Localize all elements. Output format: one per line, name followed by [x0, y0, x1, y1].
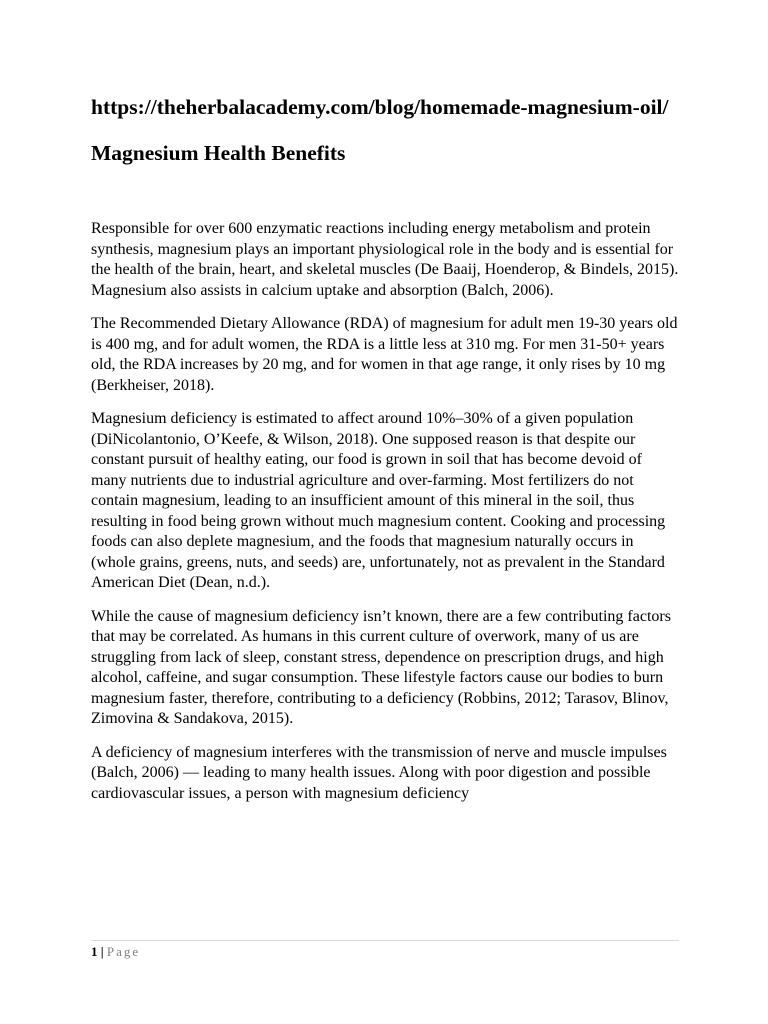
page-content [91, 94, 681, 804]
page-footer [91, 940, 679, 960]
paragraph-3: Magnesium deficiency is estimated to affect around 10%–30% of a given population (DiNicolantonio, O’Keefe, & Wilson, 2018). One supposed reason is that despite our constant pursuit of healthy eating, our food is grown in soil that has become devoid of many nutrients due to industrial agriculture and over-farming. Most fertilizers do not contain magnesium, leading to an insufficient amount of this mineral in the soil, thus resulting in food being grown without much magnesium content. Cooking and processing foods can also deplete magnesium, and the foods that magnesium naturally occurs in (whole grains, greens, nuts, and seeds) are, unfortunately, not as prevalent in the Standard American Diet (Dean, n.d.). [91, 410, 666, 591]
page-label: Page [106, 944, 141, 959]
url-heading: https://theherbalacademy.com/blog/homemade-magnesium-oil/ [91, 95, 669, 119]
paragraph-4: While the cause of magnesium deficiency isn’t known, there are a few contributing factors that may be correlated. As humans in this current culture of overwork, many of us are struggling from lack of sleep, constant stress, dependence on prescription drugs, and high alcohol, caffeine, and sugar consumption. These lifestyle factors cause our bodies to burn magnesium faster, therefore, contributing to a deficiency (Robbins, 2012; Tarasov, Blinov, Zimovina & Sandakova, 2015). [91, 607, 671, 727]
page-separator: | [100, 944, 104, 959]
paragraph-2: The Recommended Dietary Allowance (RDA) of magnesium for adult men 19-30 years old is 400 mg, and for adult women, the RDA is a little less at 310 mg. For men 31-50+ years old, the RDA increases by 20 mg, and for women in that age range, it only rises by 10 mg (Berkheiser, 2018). [91, 315, 678, 394]
paragraph-5: A deficiency of magnesium interferes with the transmission of nerve and muscle impulses (Balch, 2006) — leading to many health issues. Along with poor digestion and possible cardiovascular issues, a person with magnesium deficiency [91, 743, 667, 802]
page-number: 1 [91, 944, 98, 959]
section-title: Magnesium Health Benefits [91, 141, 346, 165]
paragraph-1: Responsible for over 600 enzymatic reactions including energy metabolism and protein synthesis, magnesium plays an important physiological role in the body and is essential for the health of the brain, heart, and skeletal muscles (De Baaij, Hoenderop, & Bindels, 2015). Magnesium also assists in calcium uptake and absorption (Balch, 2006). [91, 220, 679, 299]
